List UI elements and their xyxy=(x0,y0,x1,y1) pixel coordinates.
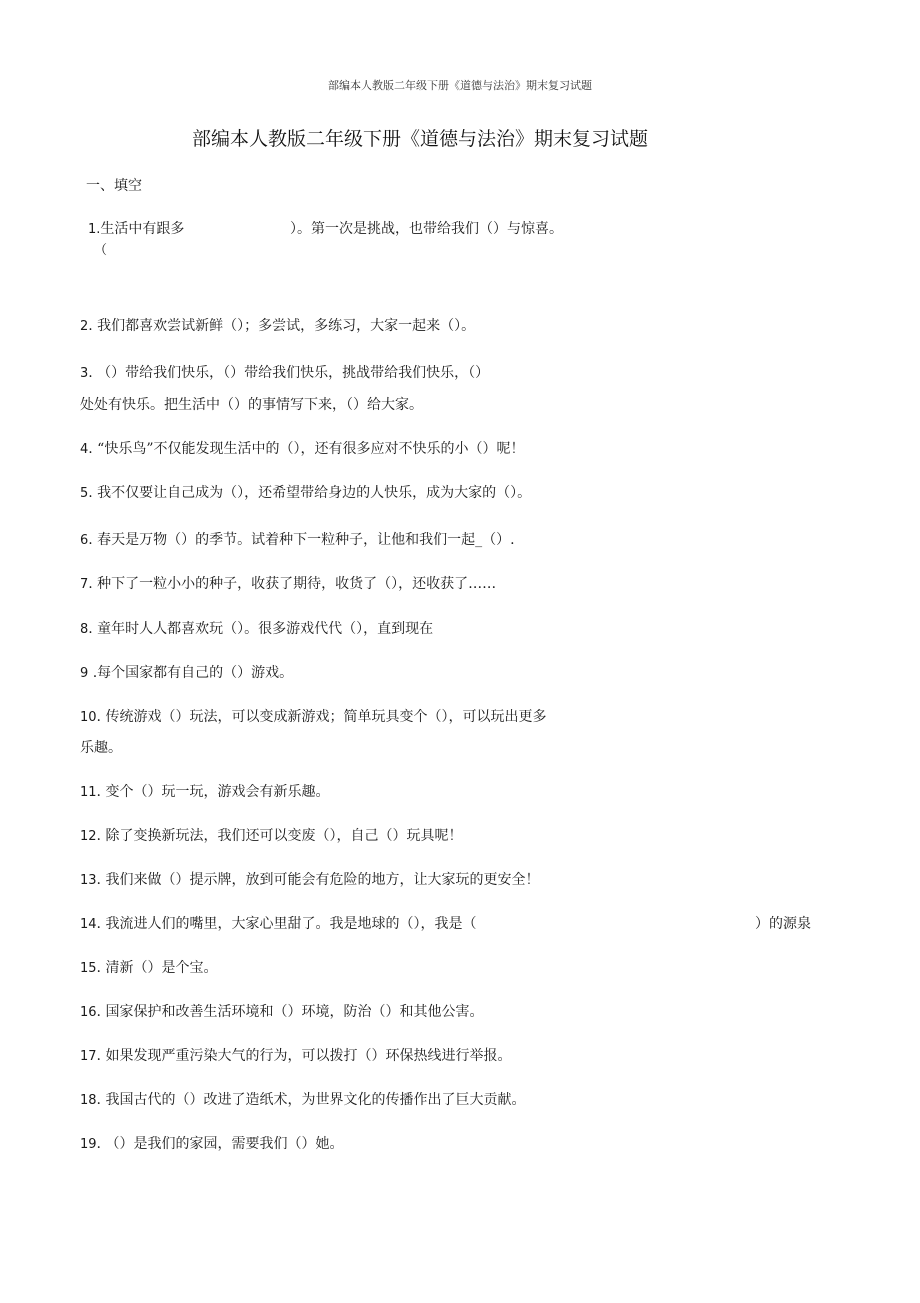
question-text: . “快乐鸟”不仅能发现生活中的（），还有很多应对不快乐的小（）呢！ xyxy=(88,441,525,457)
question-12 xyxy=(80,825,462,845)
question-number: 17 xyxy=(80,1049,97,1064)
question-text: . 清新（）是个宝。 xyxy=(96,960,218,976)
question-text: . 国家保护和改善生活环境和（）环境，防治（）和其他公害。 xyxy=(96,1004,484,1020)
question-number: 2 xyxy=(80,319,89,334)
question-text: 生活中有跟多 xyxy=(100,221,185,237)
question-number: 14 xyxy=(80,917,97,932)
question-number: 16 xyxy=(80,1005,97,1020)
question-10-continuation xyxy=(80,737,122,757)
question-5 xyxy=(80,482,531,502)
question-text: 处处有快乐。把生活中（）的事情写下来，（）给大家。 xyxy=(80,397,423,413)
page-title: 部编本人教版二年级下册《道德与法治》期末复习试题 xyxy=(191,128,648,150)
question-text: ）。第一次是挑战，也带给我们（）与惊喜。 xyxy=(290,221,563,237)
question-8 xyxy=(80,618,433,638)
question-number: 5 xyxy=(80,486,89,501)
question-number: 18 xyxy=(80,1093,97,1108)
question-text: . （）是我们的家园，需要我们（）她。 xyxy=(96,1136,344,1152)
question-14-continuation: ）的源泉 xyxy=(755,916,811,932)
question-text: . 传统游戏（）玩法，可以变成新游戏；简单玩具变个（），可以玩出更多 xyxy=(96,709,547,725)
question-number: 3 xyxy=(80,366,89,381)
question-number: 19 xyxy=(80,1137,97,1152)
section-heading: 一、填空 xyxy=(86,178,142,194)
question-1 xyxy=(88,218,184,238)
question-1-open-paren: （ xyxy=(94,243,108,258)
question-text: . （）带给我们快乐，（）带给我们快乐，挑战带给我们快乐，（） xyxy=(88,365,490,381)
question-text: . 我不仅要让自己成为（），还希望带给身边的人快乐，成为大家的（）。 xyxy=(88,485,532,501)
question-text: 乐趣。 xyxy=(80,740,122,756)
question-text: . 我们来做（）提示牌，放到可能会有危险的地方，让大家玩的更安全！ xyxy=(96,872,540,888)
question-11 xyxy=(80,781,329,801)
question-number: 1. xyxy=(88,222,101,237)
question-17 xyxy=(80,1045,511,1065)
question-6 xyxy=(80,529,515,549)
question-number: 12 xyxy=(80,829,97,844)
question-text: . 除了变换新玩法，我们还可以变废（），自己（）玩具呢！ xyxy=(96,828,463,844)
question-number: 10 xyxy=(80,710,97,725)
question-number: 6 xyxy=(80,533,89,548)
question-text: . 童年时人人都喜欢玩（）。很多游戏代代（），直到现在 xyxy=(88,621,434,637)
question-text: . 如果发现严重污染大气的行为，可以拨打（）环保热线进行举报。 xyxy=(96,1048,512,1064)
question-19 xyxy=(80,1133,343,1153)
question-16 xyxy=(80,1001,483,1021)
question-text: .每个国家都有自己的（）游戏。 xyxy=(88,665,294,681)
question-text: . 种下了一粒小小的种子，收获了期待，收货了（），还收获了…… xyxy=(88,576,497,592)
question-7 xyxy=(80,573,496,593)
question-1-continuation xyxy=(290,218,563,238)
question-10 xyxy=(80,706,546,726)
question-13 xyxy=(80,869,539,889)
question-number: 8 xyxy=(80,622,89,637)
question-number: 7 xyxy=(80,577,89,592)
question-number: 9 xyxy=(80,666,89,681)
question-18 xyxy=(80,1089,525,1109)
question-3-continuation xyxy=(80,394,423,414)
question-4 xyxy=(80,438,525,458)
question-number: 11 xyxy=(80,785,97,800)
question-9 xyxy=(80,662,293,682)
question-15 xyxy=(80,957,217,977)
question-14 xyxy=(80,913,476,933)
question-2 xyxy=(80,315,475,335)
question-text: . 我流进人们的嘴里，大家心里甜了。我是地球的（），我是（ xyxy=(96,916,477,932)
question-text: . 我国古代的（）改进了造纸术，为世界文化的传播作出了巨大贡献。 xyxy=(96,1092,526,1108)
question-number: 13 xyxy=(80,873,97,888)
question-text: . 我们都喜欢尝试新鲜（）；多尝试，多练习，大家一起来（）。 xyxy=(88,318,476,334)
question-text: . 春天是万物（）的季节。试着种下一粒种子，让他和我们一起_（）. xyxy=(88,532,515,548)
question-text: . 变个（）玩一玩，游戏会有新乐趣。 xyxy=(96,784,330,800)
question-number: 4 xyxy=(80,442,89,457)
question-3 xyxy=(80,362,489,382)
question-number: 15 xyxy=(80,961,97,976)
running-header: 部编本人教版二年级下册《道德与法治》期末复习试题 xyxy=(328,79,592,92)
